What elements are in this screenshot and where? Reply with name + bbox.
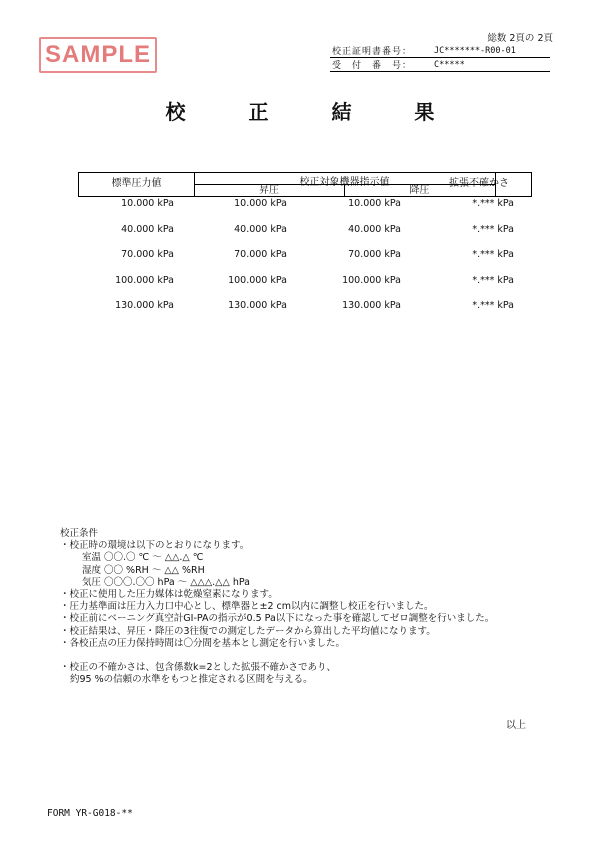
document-title: 校 正 結 果 [165, 100, 463, 124]
standard-value: 130.000 kPa [115, 300, 174, 311]
table-row [78, 275, 532, 301]
standard-value: 40.000 kPa [121, 223, 174, 235]
column-standard-label: 標準圧力値 [111, 178, 162, 189]
room-temperature-line: 室温 〇〇.〇 ℃ ～ △△.△ ℃ [82, 552, 204, 564]
table-row [78, 300, 532, 326]
end-mark: 以上 [506, 720, 526, 731]
column-uncertainty-label: 拡張不確かさ [449, 178, 509, 189]
ascending-value: 40.000 kPa [234, 223, 287, 235]
descending-value: 40.000 kPa [348, 223, 401, 235]
condition-note: ・校正前にベーニング真空計GI-PAの指示が0.5 Pa以下になった事を確認してゼロ調整を行いました。 [60, 613, 495, 625]
descending-value: 10.000 kPa [348, 198, 401, 209]
uncertainty-value: *.*** kPa [472, 198, 514, 209]
sample-stamp: SAMPLE [39, 37, 157, 73]
table-row [78, 198, 532, 224]
column-ascending-label: 昇圧 [194, 185, 345, 197]
descending-value: 130.000 kPa [342, 300, 401, 311]
certificate-number-label: 校正証明書番号： [330, 44, 432, 58]
page-count: 総数 2頁の 2頁 [487, 33, 553, 44]
certificate-number-row [330, 44, 550, 58]
condition-note: ・校正に使用した圧力媒体は乾燥窒素になります。 [60, 589, 278, 601]
conditions-heading: 校正条件 [60, 528, 99, 539]
condition-note: ・各校正点の圧力保持時間は〇分間を基本とし測定を行いました。 [60, 637, 346, 649]
descending-value: 70.000 kPa [348, 249, 401, 260]
receipt-number-row [330, 58, 550, 72]
ascending-value: 130.000 kPa [228, 300, 287, 311]
condition-note: ・圧力基準面は圧力入力口中心とし、標準器と±2 cm以内に調整し校正を行いました。 [60, 601, 434, 613]
form-id: FORM YR-G018-** [47, 808, 133, 819]
certificate-number-value: JC*******-R00-01 [432, 44, 550, 58]
calibration-conditions [60, 528, 570, 686]
standard-value: 70.000 kPa [121, 249, 174, 260]
ascending-value: 70.000 kPa [234, 249, 287, 260]
pressure-line: 気圧 〇〇〇.〇〇 hPa ～ △△△.△△ hPa [82, 576, 250, 588]
table-row [78, 249, 532, 275]
certificate-header-fields [330, 44, 550, 72]
uncertainty-value: *.*** kPa [472, 223, 514, 235]
column-indicated-label: 校正対象機器指示値 [299, 177, 390, 188]
standard-value: 10.000 kPa [121, 198, 174, 209]
ascending-value: 10.000 kPa [234, 198, 287, 209]
column-descending-label: 降圧 [409, 185, 430, 196]
results-table-body [78, 198, 532, 326]
environment-intro: ・校正時の環境は以下のとおりになります。 [60, 540, 250, 552]
uncertainty-note-continued: 約95 %の信頼の水準をもつと推定される区間を与える。 [70, 674, 313, 686]
uncertainty-value: *.*** kPa [472, 274, 514, 286]
humidity-line: 湿度 〇〇 %RH ～ △△ %RH [82, 564, 205, 576]
table-row [78, 224, 532, 250]
receipt-number-label: 受 付 番 号： [330, 58, 432, 72]
indicated-subheader [194, 184, 495, 197]
standard-value: 100.000 kPa [115, 274, 174, 286]
ascending-value: 100.000 kPa [228, 274, 287, 286]
uncertainty-note: ・校正の不確かさは、包含係数k=2とした拡張不確かさであり、 [60, 662, 337, 674]
descending-value: 100.000 kPa [342, 274, 401, 286]
results-table-header [78, 172, 532, 197]
uncertainty-value: *.*** kPa [472, 249, 514, 260]
receipt-number-value: C***** [432, 58, 550, 72]
condition-note: ・校正結果は、昇圧・降圧の3往復での測定したデータから算出した平均値になります。 [60, 625, 436, 637]
uncertainty-value: *.*** kPa [472, 300, 514, 311]
